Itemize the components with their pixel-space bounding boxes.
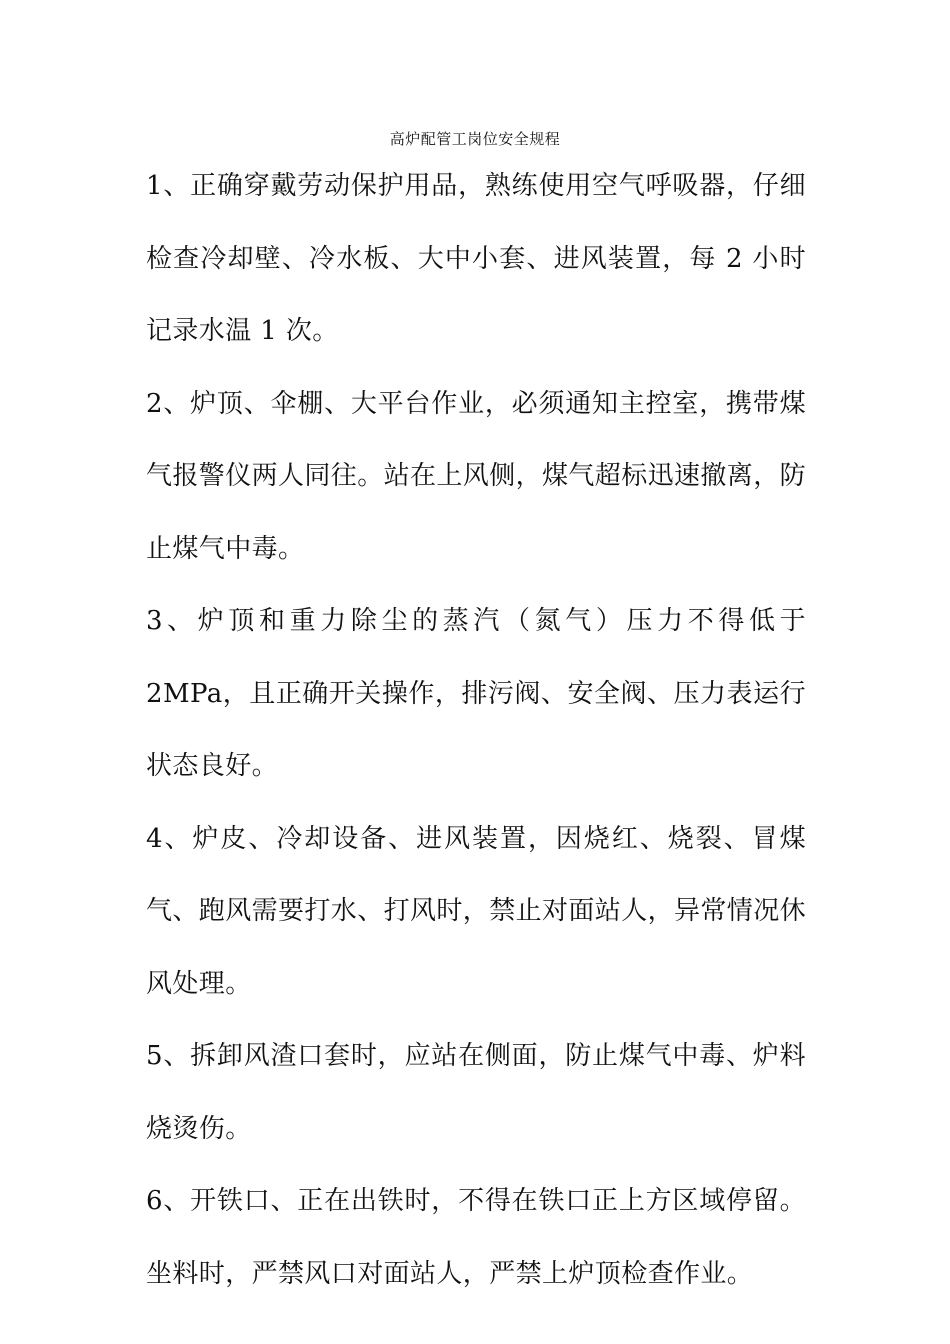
rule-paragraph-6: 6、开铁口、正在出铁时，不得在铁口正上方区域停留。坐料时，严禁风口对面站人，严禁上炉顶检查作业。 — [146, 1186, 806, 1289]
rule-paragraph-2: 2、炉顶、伞棚、大平台作业，必须通知主控室，携带煤气报警仪两人同往。站在上风侧，煤气超标迅速撤离，防止煤气中毒。 — [146, 388, 807, 564]
rule-paragraph-1: 1、正确穿戴劳动保护用品，熟练使用空气呼吸器，仔细检查冷却壁、冷水板、大中小套、进风装置，每 2 小时记录水温 1 次。 — [146, 171, 806, 346]
rule-paragraph-3: 3、炉顶和重力除尘的蒸汽（氮气）压力不得低于 2MPa，且正确开关操作，排污阀、安全阀、压力表运行状态良好。 — [146, 606, 806, 781]
document-title: 高炉配管工岗位安全规程 — [389, 130, 561, 148]
document-body — [146, 150, 806, 1310]
rule-paragraph-5: 5、拆卸风渣口套时，应站在侧面，防止煤气中毒、炉料烧烫伤。 — [146, 1041, 806, 1144]
rule-paragraph-4: 4、炉皮、冷却设备、进风装置，因烧红、烧裂、冒煤气、跑风需要打水、打风时，禁止对面站人，异常情况休风处理。 — [146, 823, 807, 999]
